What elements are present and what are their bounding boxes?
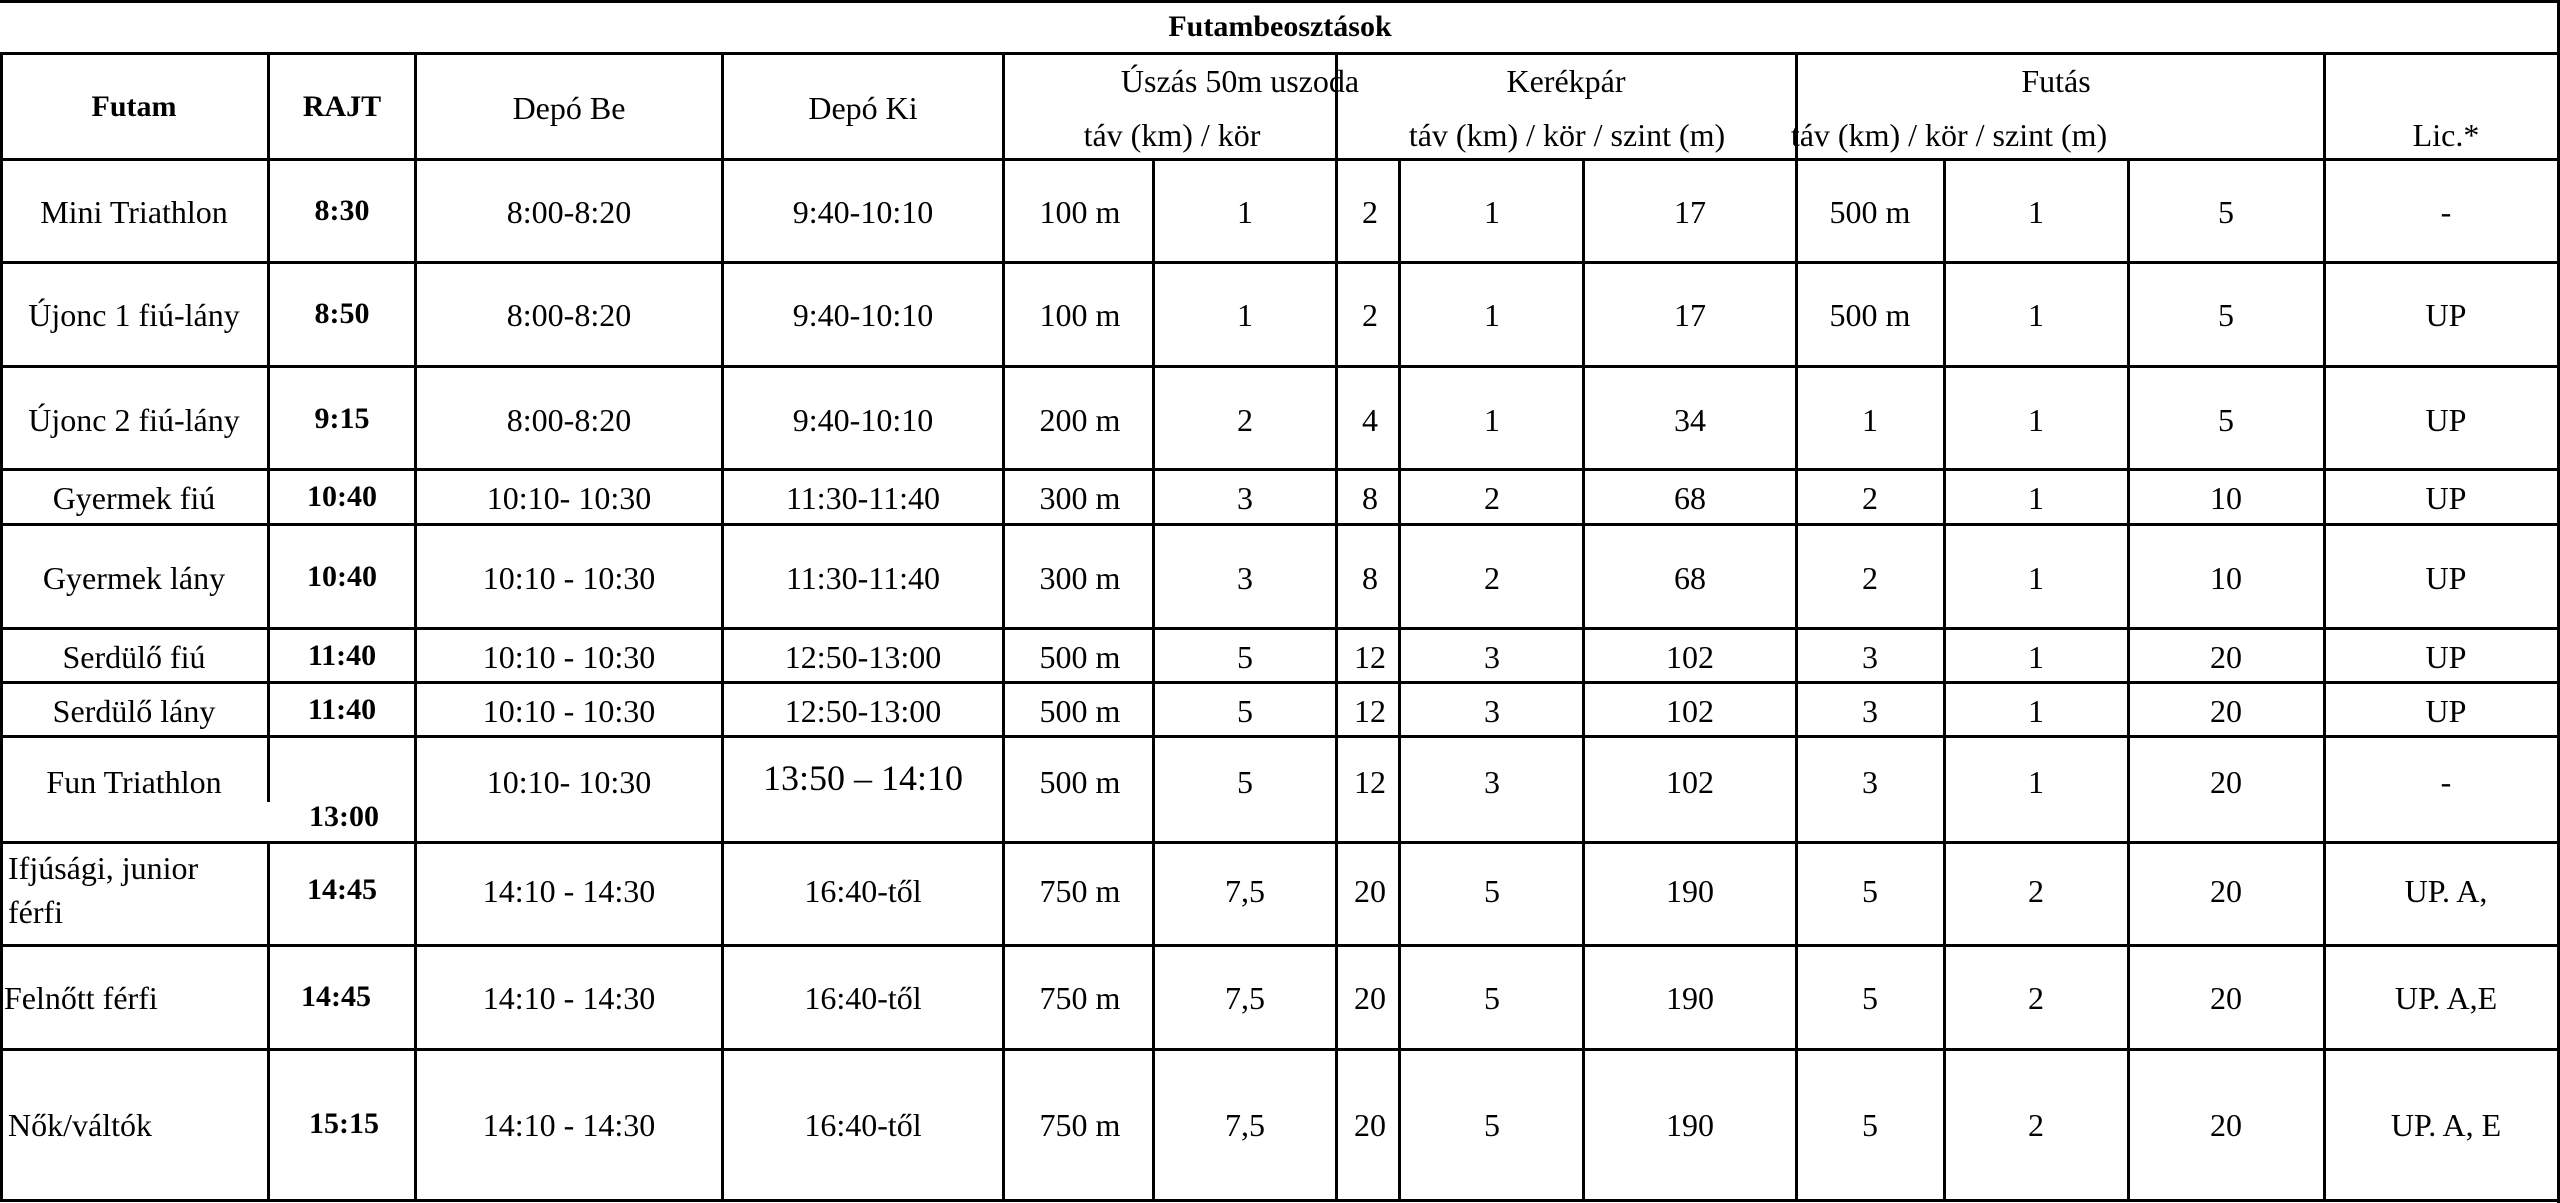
row-fut-szint: 20 (2210, 873, 2242, 909)
rule (2127, 158, 2130, 1202)
row-uszas-kor: 1 (1237, 194, 1253, 230)
row-ker-kor: 2 (1484, 480, 1500, 516)
row-rajt: 13:00 (309, 800, 379, 833)
row-depo-ki: 11:30-11:40 (785, 480, 941, 516)
row-fut-tav: 3 (1862, 639, 1878, 675)
row-fut-kor: 1 (2028, 194, 2044, 230)
row-fut-szint: 5 (2218, 194, 2234, 230)
row-fut-szint: 10 (2210, 480, 2242, 516)
row-ker-szint: 190 (1666, 1107, 1714, 1143)
row-ker-tav: 20 (1354, 1107, 1386, 1143)
rule (0, 0, 2560, 3)
row-ker-szint: 102 (1666, 764, 1714, 800)
rule (0, 1048, 2560, 1051)
row-fut-tav: 3 (1862, 693, 1878, 729)
row-uszas-tav: 750 m (1039, 873, 1121, 909)
row-depo-be: 14:10 - 14:30 (482, 1107, 656, 1143)
row-futam: Újonc 1 fiú-lány (28, 297, 240, 333)
row-ker-kor: 5 (1484, 1107, 1500, 1143)
row-uszas-tav: 100 m (1039, 297, 1121, 333)
row-ker-szint: 68 (1674, 480, 1706, 516)
row-rajt: 11:40 (307, 693, 377, 726)
row-uszas-tav: 300 m (1039, 560, 1121, 596)
row-depo-ki: 16:40-től (804, 1107, 922, 1143)
row-uszas-tav: 500 m (1039, 764, 1121, 800)
rule (0, 681, 2560, 684)
header-uszas-title: Úszás 50m uszoda (1120, 63, 1360, 99)
row-uszas-tav: 750 m (1039, 980, 1121, 1016)
row-fut-kor: 1 (2028, 402, 2044, 438)
row-lic: UP (2425, 693, 2467, 729)
row-fut-kor: 2 (2028, 980, 2044, 1016)
row-futam: Mini Triathlon (40, 194, 228, 230)
row-lic: UP. A, E (2390, 1107, 2502, 1143)
row-fut-tav: 2 (1862, 480, 1878, 516)
header-kerekpar-sub: táv (km) / kör / szint (m) (1408, 117, 1726, 153)
row-lic: UP. A, (2404, 873, 2488, 909)
row-rajt: 10:40 (307, 560, 377, 593)
row-lic: UP (2425, 297, 2467, 333)
row-fut-szint: 20 (2210, 639, 2242, 675)
rule (0, 944, 2560, 947)
row-ker-szint: 190 (1666, 873, 1714, 909)
row-rajt: 14:45 (301, 980, 371, 1013)
rule (0, 52, 3, 1202)
row-uszas-tav: 200 m (1039, 402, 1121, 438)
row-lic: UP (2425, 402, 2467, 438)
rule (1582, 158, 1585, 1202)
row-fut-szint: 20 (2210, 1107, 2242, 1143)
row-depo-be: 10:10 - 10:30 (482, 560, 656, 596)
row-ker-kor: 3 (1484, 764, 1500, 800)
row-ker-szint: 102 (1666, 693, 1714, 729)
row-uszas-kor: 5 (1237, 764, 1253, 800)
row-futam: férfi (8, 894, 64, 930)
rule (414, 52, 417, 1202)
row-lic: UP. A,E (2394, 980, 2498, 1016)
row-rajt: 14:45 (307, 873, 377, 906)
rule (0, 735, 2560, 738)
rule (1943, 158, 1946, 1202)
row-ker-kor: 1 (1484, 402, 1500, 438)
rule (1152, 158, 1155, 1202)
row-lic: - (2440, 764, 2452, 800)
row-depo-be: 14:10 - 14:30 (482, 873, 656, 909)
row-fut-kor: 1 (2028, 764, 2044, 800)
row-futam: Felnőtt férfi (4, 980, 158, 1016)
row-ker-tav: 12 (1354, 764, 1386, 800)
rule (267, 841, 270, 1202)
row-uszas-kor: 1 (1237, 297, 1253, 333)
row-fut-tav: 500 m (1829, 194, 1911, 230)
row-uszas-kor: 7,5 (1225, 1107, 1265, 1143)
row-uszas-tav: 750 m (1039, 1107, 1121, 1143)
row-ker-szint: 190 (1666, 980, 1714, 1016)
header-depo-ki: Depó Ki (808, 90, 918, 126)
row-uszas-tav: 300 m (1039, 480, 1121, 516)
row-fut-tav: 1 (1862, 402, 1878, 438)
row-depo-be: 8:00-8:20 (506, 297, 632, 333)
rule (267, 52, 270, 802)
row-futam: Serdülő fiú (62, 639, 206, 675)
row-ker-tav: 12 (1354, 639, 1386, 675)
rule (0, 158, 2560, 161)
row-ker-szint: 102 (1666, 639, 1714, 675)
row-futam: Újonc 2 fiú-lány (28, 402, 240, 438)
row-depo-ki: 9:40-10:10 (792, 194, 934, 230)
row-futam: Nők/váltók (8, 1107, 152, 1143)
rule (1335, 52, 1338, 1202)
row-depo-be: 8:00-8:20 (506, 402, 632, 438)
row-depo-ki: 9:40-10:10 (792, 402, 934, 438)
row-ker-kor: 1 (1484, 194, 1500, 230)
row-ker-kor: 1 (1484, 297, 1500, 333)
table-title: Futambeosztások (1168, 10, 1392, 43)
row-fut-szint: 5 (2218, 297, 2234, 333)
row-fut-szint: 10 (2210, 560, 2242, 596)
header-uszas-sub: táv (km) / kör (1083, 117, 1261, 153)
row-depo-ki: 16:40-től (804, 980, 922, 1016)
rule (0, 365, 2560, 368)
row-fut-kor: 2 (2028, 1107, 2044, 1143)
row-ker-tav: 4 (1362, 402, 1378, 438)
row-rajt: 10:40 (307, 480, 377, 513)
row-ker-szint: 68 (1674, 560, 1706, 596)
row-ker-kor: 3 (1484, 693, 1500, 729)
row-ker-szint: 17 (1674, 297, 1706, 333)
row-fut-kor: 1 (2028, 639, 2044, 675)
row-ker-tav: 20 (1354, 980, 1386, 1016)
row-fut-szint: 20 (2210, 764, 2242, 800)
row-lic: UP (2425, 639, 2467, 675)
row-depo-ki: 9:40-10:10 (792, 297, 934, 333)
row-uszas-kor: 7,5 (1225, 873, 1265, 909)
row-fut-szint: 20 (2210, 980, 2242, 1016)
row-ker-szint: 17 (1674, 194, 1706, 230)
row-futam: Serdülő lány (52, 693, 216, 729)
row-uszas-tav: 500 m (1039, 693, 1121, 729)
row-depo-ki: 16:40-től (804, 873, 922, 909)
header-rajt: RAJT (302, 90, 382, 123)
header-lic: Lic.* (2412, 117, 2480, 153)
row-ker-kor: 5 (1484, 873, 1500, 909)
row-uszas-kor: 7,5 (1225, 980, 1265, 1016)
row-lic: UP (2425, 560, 2467, 596)
row-uszas-kor: 5 (1237, 639, 1253, 675)
row-depo-ki: 13:50 – 14:10 (762, 758, 964, 798)
rule (1002, 52, 1005, 1202)
row-lic: - (2440, 194, 2452, 230)
row-rajt: 8:30 (314, 194, 370, 227)
row-depo-be: 10:10- 10:30 (486, 764, 652, 800)
row-ker-szint: 34 (1674, 402, 1706, 438)
rule (0, 1199, 2560, 1202)
rule (1398, 158, 1401, 1202)
row-uszas-tav: 100 m (1039, 194, 1121, 230)
row-fut-kor: 1 (2028, 560, 2044, 596)
row-uszas-kor: 3 (1237, 560, 1253, 596)
rule (0, 841, 2560, 844)
row-ker-tav: 20 (1354, 873, 1386, 909)
row-ker-tav: 2 (1362, 194, 1378, 230)
row-depo-be: 14:10 - 14:30 (482, 980, 656, 1016)
row-fut-kor: 1 (2028, 480, 2044, 516)
row-rajt: 9:15 (314, 402, 370, 435)
row-rajt: 15:15 (309, 1107, 379, 1140)
row-fut-tav: 5 (1862, 873, 1878, 909)
row-depo-ki: 12:50-13:00 (784, 639, 942, 675)
header-kerekpar-title: Kerékpár (1506, 63, 1626, 99)
row-fut-kor: 1 (2028, 297, 2044, 333)
row-fut-tav: 3 (1862, 764, 1878, 800)
row-ker-tav: 8 (1362, 480, 1378, 516)
row-ker-tav: 2 (1362, 297, 1378, 333)
row-fut-tav: 5 (1862, 980, 1878, 1016)
row-depo-be: 10:10 - 10:30 (482, 639, 656, 675)
row-depo-be: 10:10 - 10:30 (482, 693, 656, 729)
row-uszas-kor: 3 (1237, 480, 1253, 516)
row-futam: Fun Triathlon (46, 764, 222, 800)
rule (2323, 52, 2326, 1202)
row-fut-szint: 20 (2210, 693, 2242, 729)
row-fut-tav: 500 m (1829, 297, 1911, 333)
row-ker-kor: 5 (1484, 980, 1500, 1016)
rule (0, 468, 2560, 471)
row-fut-tav: 2 (1862, 560, 1878, 596)
header-depo-be: Depó Be (512, 90, 626, 126)
rule (0, 627, 2560, 630)
row-uszas-kor: 2 (1237, 402, 1253, 438)
row-ker-tav: 12 (1354, 693, 1386, 729)
row-depo-be: 10:10- 10:30 (486, 480, 652, 516)
row-rajt: 11:40 (307, 639, 377, 672)
row-fut-tav: 5 (1862, 1107, 1878, 1143)
row-rajt: 8:50 (314, 297, 370, 330)
row-ker-kor: 3 (1484, 639, 1500, 675)
rule (0, 261, 2560, 264)
row-uszas-tav: 500 m (1039, 639, 1121, 675)
row-fut-szint: 5 (2218, 402, 2234, 438)
header-futam: Futam (91, 90, 177, 123)
row-fut-kor: 1 (2028, 693, 2044, 729)
row-depo-ki: 11:30-11:40 (785, 560, 941, 596)
rule (721, 52, 724, 1202)
row-futam: Gyermek lány (42, 560, 226, 596)
rule (0, 523, 2560, 526)
row-futam: Ifjúsági, junior (8, 850, 199, 886)
row-ker-tav: 8 (1362, 560, 1378, 596)
header-futas-sub: táv (km) / kör / szint (m) (1790, 117, 2108, 153)
row-lic: UP (2425, 480, 2467, 516)
row-uszas-kor: 5 (1237, 693, 1253, 729)
header-futas-title: Futás (2021, 63, 2091, 99)
row-futam: Gyermek fiú (52, 480, 216, 516)
rule (1795, 52, 1798, 1202)
row-ker-kor: 2 (1484, 560, 1500, 596)
row-fut-kor: 2 (2028, 873, 2044, 909)
row-depo-ki: 12:50-13:00 (784, 693, 942, 729)
rule (0, 52, 2560, 55)
row-depo-be: 8:00-8:20 (506, 194, 632, 230)
